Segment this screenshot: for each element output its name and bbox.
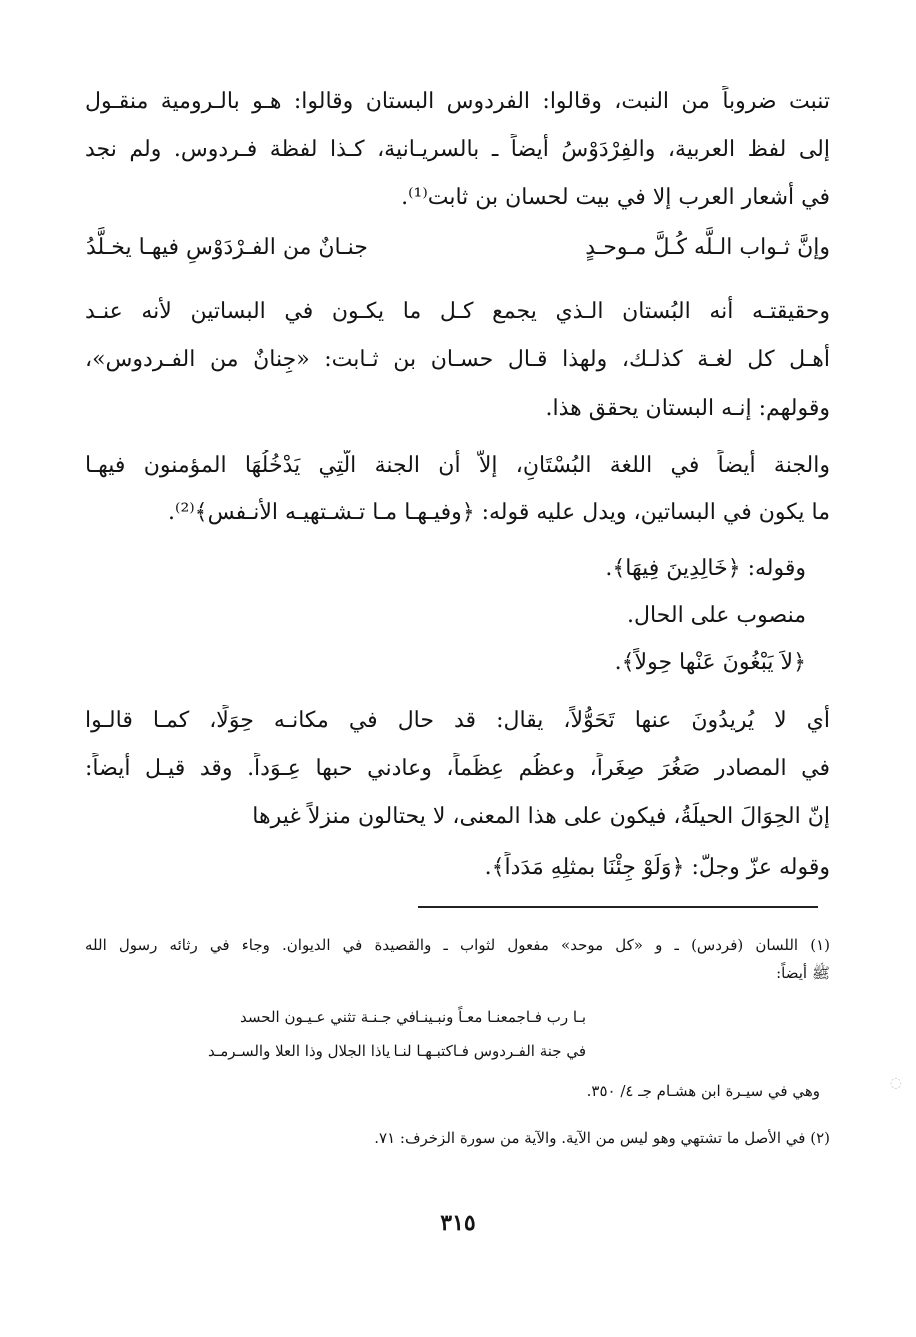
page-number: ٣١٥: [440, 1210, 476, 1236]
body-line: وقولهم: إنـه البستان يحقق هذا.: [545, 396, 830, 421]
quran-quote-line: ﴿لاَ يَبْغُونَ عَنْها حِولاً﴾.: [614, 650, 806, 675]
footnote-verse-hemistich: في جنة الفـردوس فـاكتبـهـا لنـا: [393, 1042, 586, 1060]
footnote-separator: [418, 906, 818, 908]
footnote-1-source: وهي في سيـرة ابن هشـام جـ ٤/ ٣٥٠.: [586, 1082, 820, 1100]
body-line: والجنة أيضاً في اللغة البُسْتَانِ، إلاَّ أن الجنة الَّتِي يَدْخُلُهَا المؤمنون فيهـا: [85, 453, 830, 478]
quran-quote-line: وقوله: ﴿خَالِدِينَ فِيهَا﴾.: [605, 556, 806, 581]
footnote-verse-hemistich: في جـنـة تثني عـيـون الحسد: [240, 1008, 416, 1026]
verse-first-hemistich: وإنَّ ثـواب الـلَّه كُـلَّ مـوحـدٍ: [585, 235, 830, 260]
body-line: ما يكون في البساتين، ويدل عليه قوله: ﴿وفيـهـا مـا تـشـتهيـه الأنـفس﴾⁽²⁾.: [168, 500, 830, 525]
footnote-verse-hemistich: بـا رب فـاجمعنـا معـاً ونبـينـا: [415, 1008, 586, 1026]
footnote-verse-hemistich: ياذا الجلال وذا العلا والسـرمـد: [208, 1042, 391, 1060]
verse-second-hemistich: جنـانٌ من الفـرْدَوْسِ فيهـا يخـلَّدُ: [86, 235, 368, 260]
footnote-1-line: (١) اللسان (فردس) ـ و «كل موحد» مفعول لثواب ـ والقصيدة في الديوان. وجاء في رثائه رسول الله: [85, 936, 830, 954]
footnote-2: (٢) في الأصل ما تشتهي وهو ليس من الآية. والآية من سورة الزخرف: ٧١.: [374, 1129, 830, 1147]
body-line: إلى لفظ العربية، والفِرْدَوْسُ أيضاً ـ بالسريـانية، كـذا لفظة فـردوس. ولم نجد: [85, 137, 830, 162]
body-line: تنبت ضروباً من النبت، وقالوا: الفردوس البستان وقالوا: هـو بالـرومية منقـول: [85, 89, 830, 114]
body-line: وقوله عزّ وجلّ: ﴿وَلَوْ جِئْنَا بمثلِهِ مَدَداً﴾.: [484, 855, 830, 880]
body-line: إنّ الحِوَالَ الحيلَةُ، فيكون على هذا المعنى، لا يحتالون منزلاً غيرها: [252, 804, 830, 829]
body-line: منصوب على الحال.: [626, 603, 806, 628]
body-line: أي لا يُريدُونَ عنها تَحَوُّلاً، يقال: قد حال في مكانـه حِوَلًا، كمـا قالـوا: [85, 708, 830, 733]
scan-artifact: ◌: [889, 1075, 902, 1091]
body-line: أهـل كل لغـة كذلـك، ولهذا قـال حسـان بن ثـابت: «جِنانٌ من الفـردوس»،: [85, 347, 830, 372]
body-line: وحقيقتـه أنه البُستان الـذي يجمع كـل ما يكـون في البساتين لأنه عنـد: [85, 299, 830, 324]
body-line: في المصادر صَغُرَ صِغَراً، وعظُم عِظَماً، وعادني حبها عِـوَداً. وقد قيـل أيضاً:: [85, 756, 830, 781]
body-line: في أشعار العرب إلا في بيت لحسان بن ثابت⁽¹⁾.: [401, 185, 830, 210]
footnote-1-line: ﷺ أيضاً:: [776, 964, 830, 982]
